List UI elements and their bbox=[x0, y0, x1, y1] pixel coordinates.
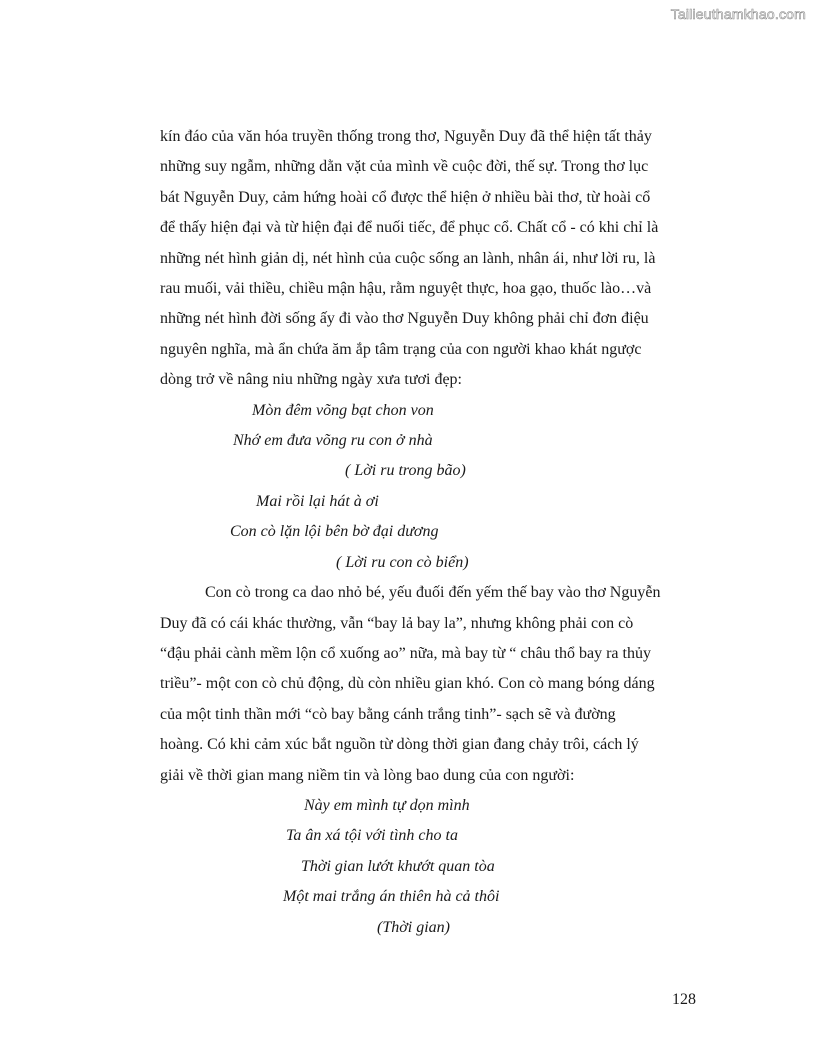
text-line: để thấy hiện đại và từ hiện đại để nuối tiếc, để phục cổ. Chất cổ - có khi chỉ là bbox=[160, 219, 659, 237]
text-line: hoàng. Có khi cảm xúc bắt nguồn từ dòng thời gian đang chảy trôi, cách lý bbox=[160, 736, 639, 754]
watermark-text: Tailieuthamkhao.com bbox=[670, 6, 806, 22]
poem-source: ( Lời ru trong bão) bbox=[345, 462, 466, 480]
poem-source: ( Lời ru con cò biển) bbox=[336, 553, 469, 571]
paragraph-2 bbox=[160, 578, 711, 791]
text-line: dòng trở về nâng niu những ngày xưa tươi đẹp: bbox=[160, 371, 462, 389]
text-line: bát Nguyễn Duy, cảm hứng hoài cổ được thể hiện ở nhiều bài thơ, từ hoài cổ bbox=[160, 188, 651, 206]
text-line: kín đáo của văn hóa truyền thống trong thơ, Nguyễn Duy đã thể hiện tất thảy bbox=[160, 128, 652, 145]
poem-line: Này em mình tự dọn mình bbox=[304, 796, 470, 814]
poem-line: Nhớ em đưa võng ru con ở nhà bbox=[233, 432, 433, 450]
poem-line: Mai rồi lại hát à ơi bbox=[256, 492, 379, 510]
text-line: giải về thời gian mang niềm tin và lòng bao dung của con người: bbox=[160, 766, 575, 784]
poem-excerpt-3 bbox=[160, 791, 711, 943]
poem-line: Một mai trắng án thiên hà cả thôi bbox=[283, 888, 500, 906]
poem-excerpt-2 bbox=[160, 487, 711, 578]
paragraph-1 bbox=[160, 122, 711, 396]
page-body bbox=[160, 122, 711, 943]
poem-line: Con cò lặn lội bên bờ đại dương bbox=[230, 523, 439, 541]
poem-source: (Thời gian) bbox=[377, 918, 450, 936]
text-line: những nét hình đời sống ấy đi vào thơ Nguyễn Duy không phải chỉ đơn điệu bbox=[160, 310, 649, 328]
page-number: 128 bbox=[672, 991, 696, 1008]
poem-excerpt-1 bbox=[160, 396, 711, 487]
text-line: rau muối, vải thiều, chiều mận hậu, rằm nguyệt thực, hoa gạo, thuốc lào…và bbox=[160, 280, 652, 298]
text-line: của một tinh thần mới “cò bay bằng cánh trắng tinh”- sạch sẽ và đường bbox=[160, 705, 616, 723]
text-line: Duy đã có cái khác thường, vẫn “bay lả bay la”, nhưng không phải con cò bbox=[160, 614, 634, 632]
text-line: Con cò trong ca dao nhỏ bé, yếu đuối đến yếm thế bay vào thơ Nguyễn bbox=[205, 584, 661, 602]
text-line: triều”- một con cò chủ động, dù còn nhiều gian khó. Con cò mang bóng dáng bbox=[160, 675, 655, 693]
text-line: “đậu phải cành mềm lộn cổ xuống ao” nữa, mà bay từ “ châu thổ bay ra thủy bbox=[160, 644, 651, 662]
poem-line: Thời gian lướt khướt quan tòa bbox=[301, 857, 495, 875]
text-line: nguyên nghĩa, mà ẩn chứa ăm ắp tâm trạng của con người khao khát ngược bbox=[160, 340, 642, 358]
poem-line: Mòn đêm võng bạt chon von bbox=[252, 401, 434, 419]
text-line: những nét hình giản dị, nét hình của cuộc sống an lành, nhân ái, như lời ru, là bbox=[160, 249, 656, 267]
text-line: những suy ngẫm, những dằn vặt của mình về cuộc đời, thế sự. Trong thơ lục bbox=[160, 158, 649, 176]
poem-line: Ta ân xá tội với tình cho ta bbox=[286, 827, 458, 845]
